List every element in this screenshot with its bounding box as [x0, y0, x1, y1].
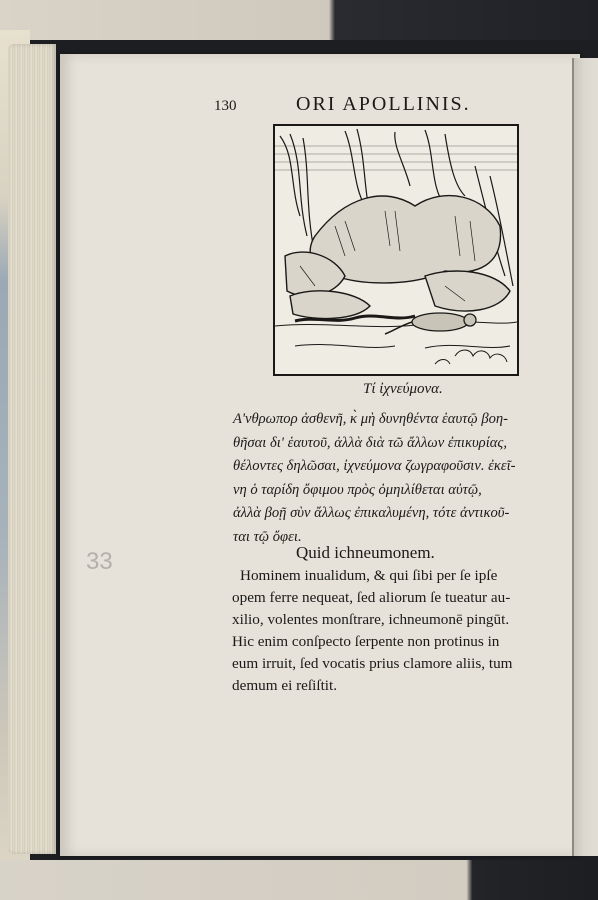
greek-line: Α'νθρωπορ ἀσθενῆ, κ̀ μὴ δυνηθέντα ἑαυτῷ βοη- — [233, 411, 508, 427]
latin-line: Hic enim conſpecto ſerpente non protinus in — [232, 633, 500, 650]
latin-line: Hominem inualidum, & qui ſibi per ſe ipſe — [240, 567, 498, 584]
facing-page-edge — [572, 58, 598, 856]
woodcut-illustration — [273, 124, 519, 376]
greek-line: θέλοντες δηλῶσαι, ἰχνεύμονα ζωγραφοῦσιν. ἐκεῖ- — [233, 458, 516, 475]
book-fore-edge — [8, 44, 56, 854]
background-top — [0, 0, 598, 40]
latin-line: eum irruit, ſed vocatis prius clamore aliis, tum — [232, 655, 513, 672]
woodcut-ichneumon-snake-image — [275, 126, 517, 374]
greek-line: θῆσαι δι' ἑαυτοῦ, ἀλλὰ διὰ τῶ ἄλλων ἐπικυρίας, — [233, 434, 507, 451]
background-bottom — [0, 860, 598, 900]
greek-line: ἀλλὰ βοῇ σὺν ἄλλως ἐπικαλυμένη, τότε ἀντικοῦ- — [233, 505, 510, 522]
running-title: ORI APOLLINIS. — [296, 93, 471, 115]
pencil-margin-note: 33 — [86, 548, 113, 575]
greek-line: ται τῷ ὄφει. — [233, 528, 302, 545]
latin-line: demum ei reſiſtit. — [232, 677, 338, 694]
greek-paragraph — [233, 408, 571, 550]
latin-heading: Quid ichneumonem. — [296, 543, 435, 562]
figure-caption: Τί ἰχνεύμονα. — [363, 381, 443, 397]
greek-line: νη ὁ ταρίδη ὄφιμου πρὸς ὀμηιλίθεται αὐτῷ, — [233, 481, 482, 498]
latin-paragraph — [232, 565, 570, 697]
page-number: 130 — [214, 98, 237, 114]
latin-line: xilio, volentes monſtrare, ichneumonē pingūt. — [232, 611, 510, 628]
latin-line: opem ferre nequeat, ſed aliorum ſe tueatur au- — [232, 589, 511, 606]
